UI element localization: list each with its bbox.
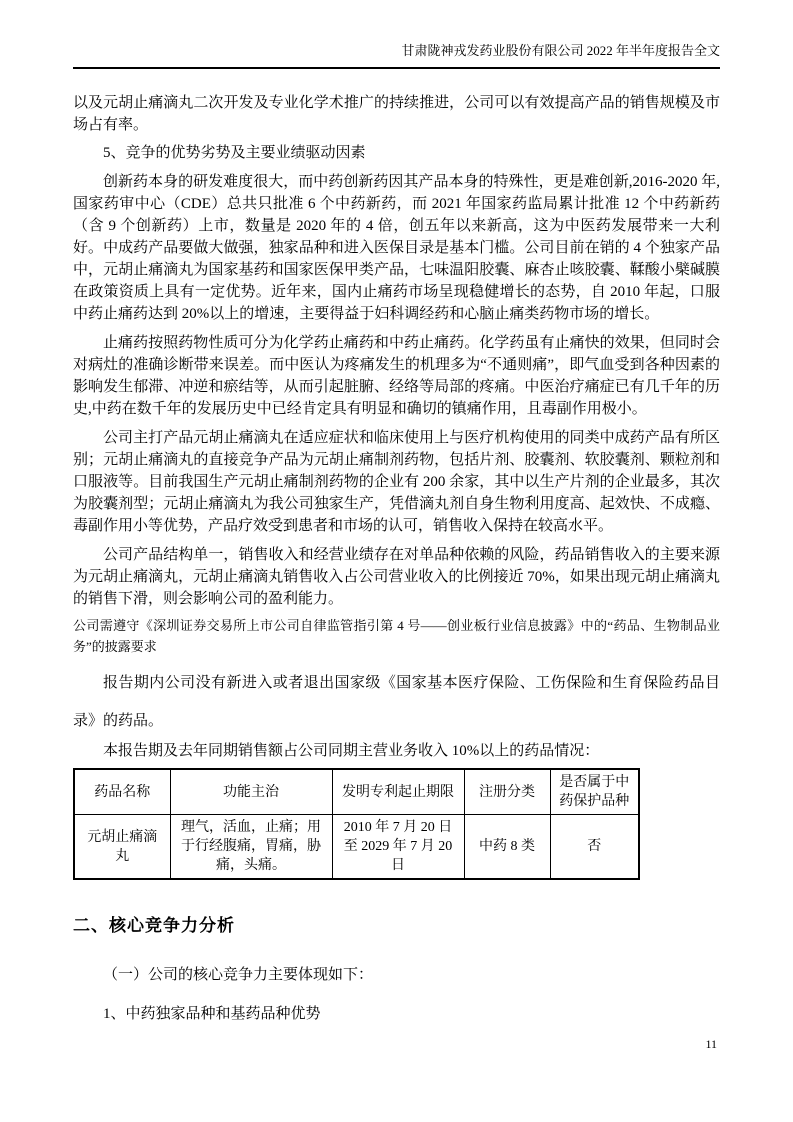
page-header [73,42,720,69]
page-content [73,92,720,1025]
table-header-patent-term: 发明专利起止期限 [332,769,464,815]
sub-heading-exclusive-variety-advantage: 1、中药独家品种和基药品种优势 [103,1006,321,1022]
paragraph-painkiller-classification: 止痛药按照药物性质可分为化学药止痛药和中药止痛药。化学药虽有止痛快的效果，但同时会对病灶的准确诊断带来误差。而中医认为疼痛发生的机理多为“不通则痛”，即气血受到各种因素的影响发生郁滞、冲逆和瘀结等，从而引起脏腑、经络等局部的疼痛。中医治疗痛症已有几千年的历史,中药在数千年的发展历史中已经肯定具有明显和确切的镇痛作用，且毒副作用极小。 [73,335,720,417]
table-header-registration-class: 注册分类 [464,769,550,815]
table-header-function: 功能主治 [170,769,332,815]
paragraph-main-product-competition: 公司主打产品元胡止痛滴丸在适应症状和临床使用上与医疗机构使用的同类中成药产品有所区别；元胡止痛滴丸的直接竞争产品为元胡止痛制剂药物，包括片剂、胶囊剂、软胶囊剂、颗粒剂和口服液等。目前我国生产元胡止痛制剂药物的企业有 200 余家，其中以生产片剂的企业最多，其次为胶囊剂型；元胡止痛滴丸为我公司独家生产，凭借滴丸剂自身生物利用度高、起效快、不成瘾、毒副作用小等优势，产品疗效受到患者和市场的认可，销售收入保持在较高水平。 [73,430,720,534]
section-heading-core-competitiveness: 二、核心竞争力分析 [73,916,235,935]
paragraph-catalog-status: 报告期内公司没有新进入或者退出国家级《国家基本医疗保险、工伤保险和生育保险药品目录》的药品。 [73,675,720,729]
table-cell-patent-term: 2010 年 7 月 20 日至 2029 年 7 月 20 日 [332,815,464,880]
table-header-drug-name: 药品名称 [74,769,170,815]
disclosure-requirement-note: 公司需遵守《深圳证券交易所上市公司自律监管指引第 4 号——创业板行业信息披露》中的“药品、生物制品业务”的披露要求 [73,618,720,654]
sub-heading-core-competitiveness-intro: （一）公司的核心竞争力主要体现如下： [103,967,374,983]
table-cell-registration-class: 中药 8 类 [464,815,550,880]
table-header-tcm-protection: 是否属于中药保护品种 [550,769,639,815]
list-item-5-heading: 5、竞争的优势劣势及主要业绩驱动因素 [103,145,366,161]
table-header-row [74,769,639,815]
paragraph-innovation-drugs: 创新药本身的研发难度很大，而中药创新药因其产品本身的特殊性，更是难创新,2016-2020 年,国家药审中心（CDE）总共只批准 6 个中药新药，而 2021 年国家药监局累计批准 12 个中药新药（含 9 个创新药）上市，数量是 2020 年的 4 倍，创五年以来新高，这为中医药发展带来一大利好。中成药产品要做大做强，独家品种和进入医保目录是基本门槛。公司目前在销的 4 个独家产品中，元胡止痛滴丸为国家基药和国家医保甲类产品，七味温阳胶囊、麻杏止咳胶囊、鞣酸小檗碱膜在政策资质上具有一定优势。近年来，国内止痛药市场呈现稳健增长的态势，自 2010 年起，口服中药止痛药达到 20%以上的增速，主要得益于妇科调经药和心脑止痛类药物市场的增长。 [73,174,720,322]
report-title: 甘肃陇神戎发药业股份有限公司 2022 年半年度报告全文 [401,43,720,58]
table-cell-function: 理气，活血，止痛；用于行经腹痛，胃痛，胁痛，头痛。 [170,815,332,880]
table-cell-tcm-protection: 否 [550,815,639,880]
table-cell-drug-name: 元胡止痛滴丸 [74,815,170,880]
page-number: 11 [705,1037,717,1051]
table-data-row [74,815,639,880]
paragraph-single-product-risk: 公司产品结构单一，销售收入和经营业绩存在对单品种依赖的风险，药品销售收入的主要来源为元胡止痛滴丸，元胡止痛滴丸销售收入占公司营业收入的比例接近 70%，如果出现元胡止痛滴丸的销售下滑，则会影响公司的盈利能力。 [73,547,720,607]
paragraph-continuation: 以及元胡止痛滴丸二次开发及专业化学术推广的持续推进，公司可以有效提高产品的销售规模及市场占有率。 [73,95,720,133]
paragraph-drug-table-intro: 本报告期及去年同期销售额占公司同期主营业务收入 10%以上的药品情况： [103,743,600,759]
drug-table [73,768,640,880]
